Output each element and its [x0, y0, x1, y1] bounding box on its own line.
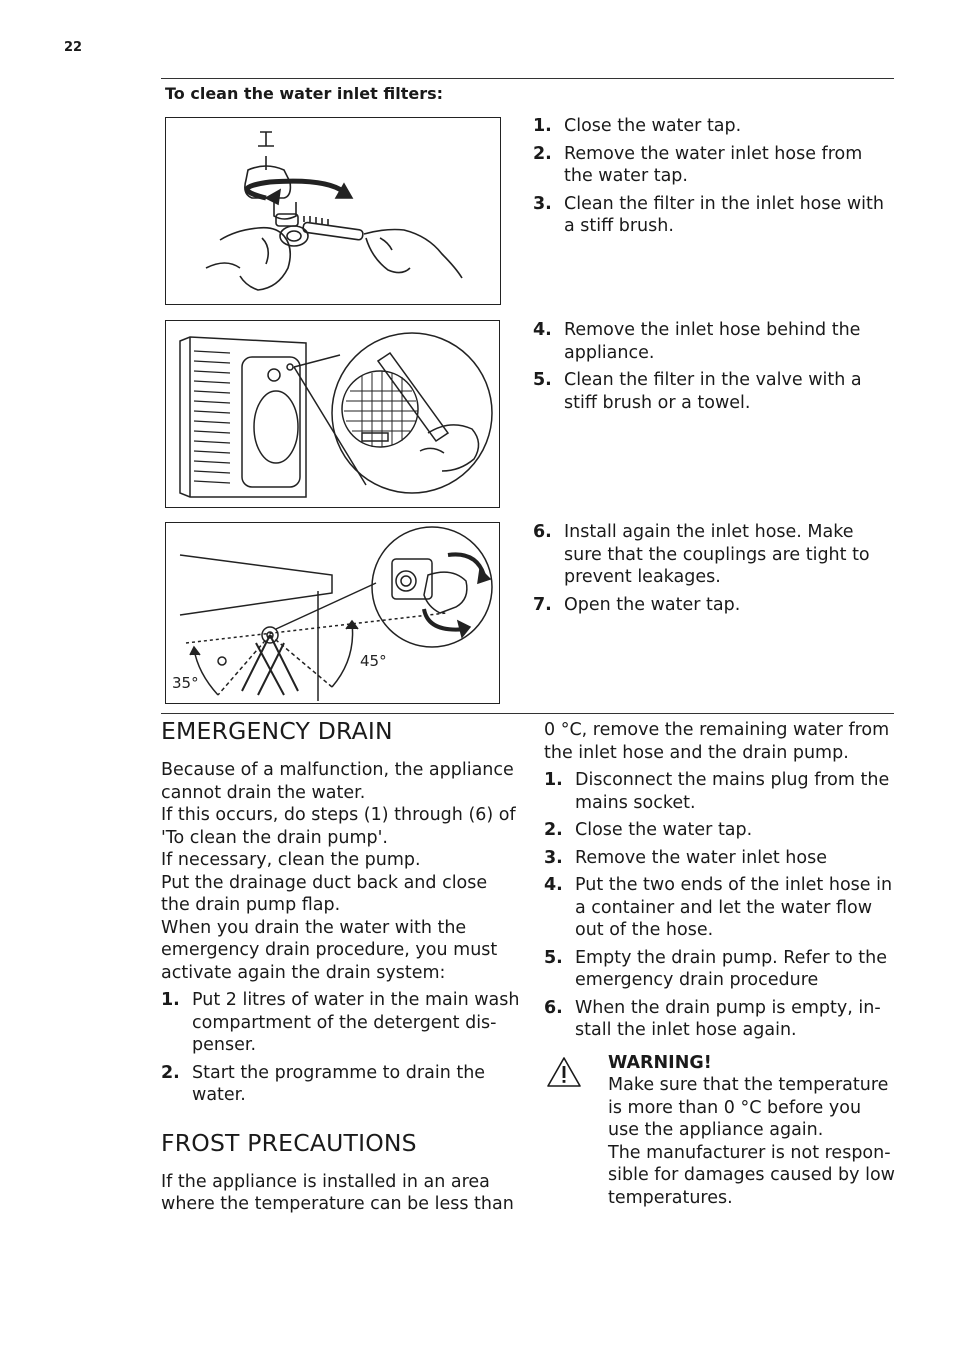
list-item: 2. Start the programme to drain the water.: [161, 1062, 486, 1105]
list-item: 6. Install again the inlet hose. Make sure that the couplings are tight to prevent leakages.: [533, 522, 870, 587]
warning-text-2: The manufacturer is not respon-sible for damages caused by low temperatures.: [608, 1142, 895, 1208]
angle-label-left: 35°: [172, 674, 199, 692]
angle-label-right: 45°: [360, 652, 387, 670]
frost-precautions-heading: FROST PRECAUTIONS: [161, 1128, 417, 1157]
list-item: 3. Clean the filter in the inlet hose with a stiff brush.: [533, 193, 884, 236]
inlet-steps-group1: [533, 115, 893, 243]
top-rule: [161, 78, 894, 79]
list-item: 7. Open the water tap.: [533, 594, 741, 615]
inlet-steps-group2: [533, 319, 893, 419]
list-item: 1. Close the water tap.: [533, 116, 742, 136]
appliance-valve-illustration: [166, 321, 499, 507]
left-column: [161, 717, 521, 1216]
frost-intro: If the appliance is installed in an area where the temperature can be less than: [161, 1171, 514, 1214]
warning-title: WARNING!: [608, 1052, 712, 1073]
warning-text-1: Make sure that the temperature is more than 0 °C before you use the appliance again.: [608, 1075, 889, 1140]
emergency-drain-text: Because of a malfunction, the appliance cannot drain the water. If this occurs, do steps (1) through (6) of 'To clean the drain pump'. If necessary, clean the pump. Put the drainage duct back and close the drain pump flap. When you drain the water with the emergency drain procedure, you must activate again the drain system:: [161, 760, 516, 983]
section-title: To clean the water inlet filters:: [165, 84, 444, 103]
tap-brush-illustration: [166, 118, 500, 304]
inlet-steps-group3: [533, 521, 893, 621]
list-item: 4. Put the two ends of the inlet hose in a container and let the water flow out of the hose.: [544, 875, 893, 940]
list-item: 1. Disconnect the mains plug from the mains socket.: [544, 770, 890, 813]
list-item: 2. Remove the water inlet hose from the water tap.: [533, 143, 863, 186]
warning-box: [544, 1052, 896, 1210]
list-item: 1. Put 2 litres of water in the main wash compartment of the detergent dis-penser.: [161, 990, 520, 1055]
hose-angle-illustration: [166, 523, 499, 703]
emergency-drain-steps: [161, 989, 521, 1107]
figure-hose-angles: [165, 522, 500, 704]
right-column: [544, 719, 896, 1209]
figure-appliance-valve: [165, 320, 500, 508]
frost-steps: [544, 769, 896, 1042]
list-item: 5. Clean the filter in the valve with a stiff brush or a towel.: [533, 370, 862, 413]
mid-rule: [161, 713, 894, 714]
warning-triangle-icon: [546, 1056, 582, 1088]
page-number: 22: [64, 40, 83, 55]
list-item: 6. When the drain pump is empty, in-stall the inlet hose again.: [544, 997, 881, 1040]
list-item: 4. Remove the inlet hose behind the appliance.: [533, 320, 861, 363]
list-item: 5. Empty the drain pump. Refer to the emergency drain procedure: [544, 947, 887, 990]
list-item: 3. Remove the water inlet hose: [544, 847, 827, 868]
emergency-drain-heading: EMERGENCY DRAIN: [161, 717, 393, 745]
figure-tap-hose-brush: [165, 117, 501, 305]
frost-intro-continued: 0 °C, remove the remaining water from the inlet hose and the drain pump.: [544, 720, 890, 763]
list-item: 2. Close the water tap.: [544, 820, 753, 840]
